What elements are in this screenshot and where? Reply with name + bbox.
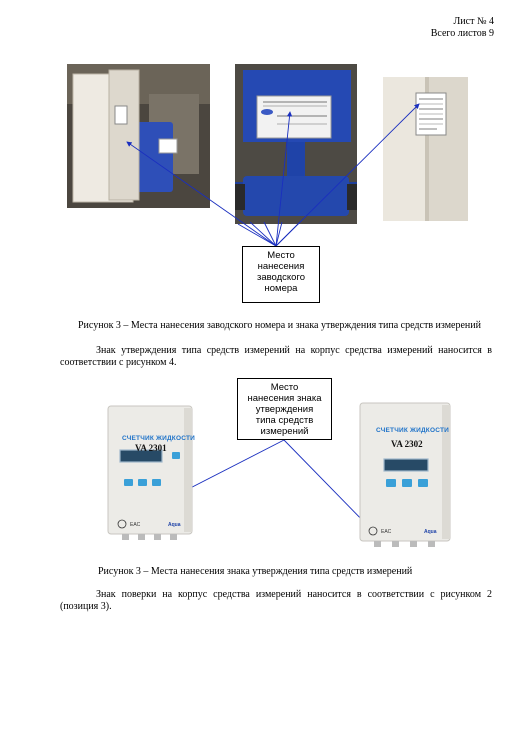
device-right-title: СЧЕТЧИК ЖИДКОСТИ [376, 427, 449, 434]
sheets-total: Всего листов 9 [430, 28, 494, 39]
callout-mark-line-2: нанесения знака [247, 393, 322, 404]
paragraph-type-approval: Знак утверждения типа средств измерений на корпус средства измерений наносится в соответствии с рисунком 4. [60, 345, 492, 368]
svg-text:Aqua: Aqua [168, 522, 181, 528]
device-left-model: VA 2301 [135, 443, 167, 453]
device-va2301 [106, 404, 196, 544]
callout-approval-mark [237, 378, 332, 440]
svg-text:EAC: EAC [130, 522, 141, 528]
callout-mark-line-5: измерений [260, 426, 309, 437]
device-left-body [106, 404, 196, 544]
callout-serial-line-3: заводского [256, 272, 306, 283]
callout-serial-line-1: Место [267, 250, 295, 261]
arrow-guide-5 [276, 222, 300, 246]
device-va2302 [358, 401, 456, 551]
callout-mark-line-3: утверждения [255, 404, 314, 415]
arrow-guide-2 [250, 222, 276, 246]
callout-serial-line-2: нанесения [257, 261, 305, 272]
figure-caption-1: Рисунок 3 – Места нанесения заводского номера и знака утверждения типа средств измерений [78, 320, 481, 331]
callout-serial-line-4: номера [264, 283, 298, 294]
callout-mark-line-4: типа средств [255, 415, 314, 426]
device-right-body [358, 401, 456, 551]
sheet-number: Лист № 4 [453, 16, 494, 27]
device-left-title: СЧЕТЧИК ЖИДКОСТИ [122, 435, 195, 442]
paragraph-verification-mark: Знак поверки на корпус средства измерений наносится в соответствии с рисунком 2 (позиция 3). [60, 589, 492, 612]
figure-caption-2: Рисунок 3 – Места нанесения знака утверждения типа средств измерений [98, 566, 413, 577]
arrow-to-transmitter [127, 142, 276, 246]
svg-text:EAC: EAC [381, 529, 392, 535]
callout-mark-line-1: Место [270, 382, 299, 393]
svg-text:Aqua: Aqua [424, 529, 437, 535]
device-right-model: VA 2302 [391, 439, 423, 449]
arrow-to-flowmeter [276, 112, 290, 246]
callout-serial-number [242, 246, 320, 303]
